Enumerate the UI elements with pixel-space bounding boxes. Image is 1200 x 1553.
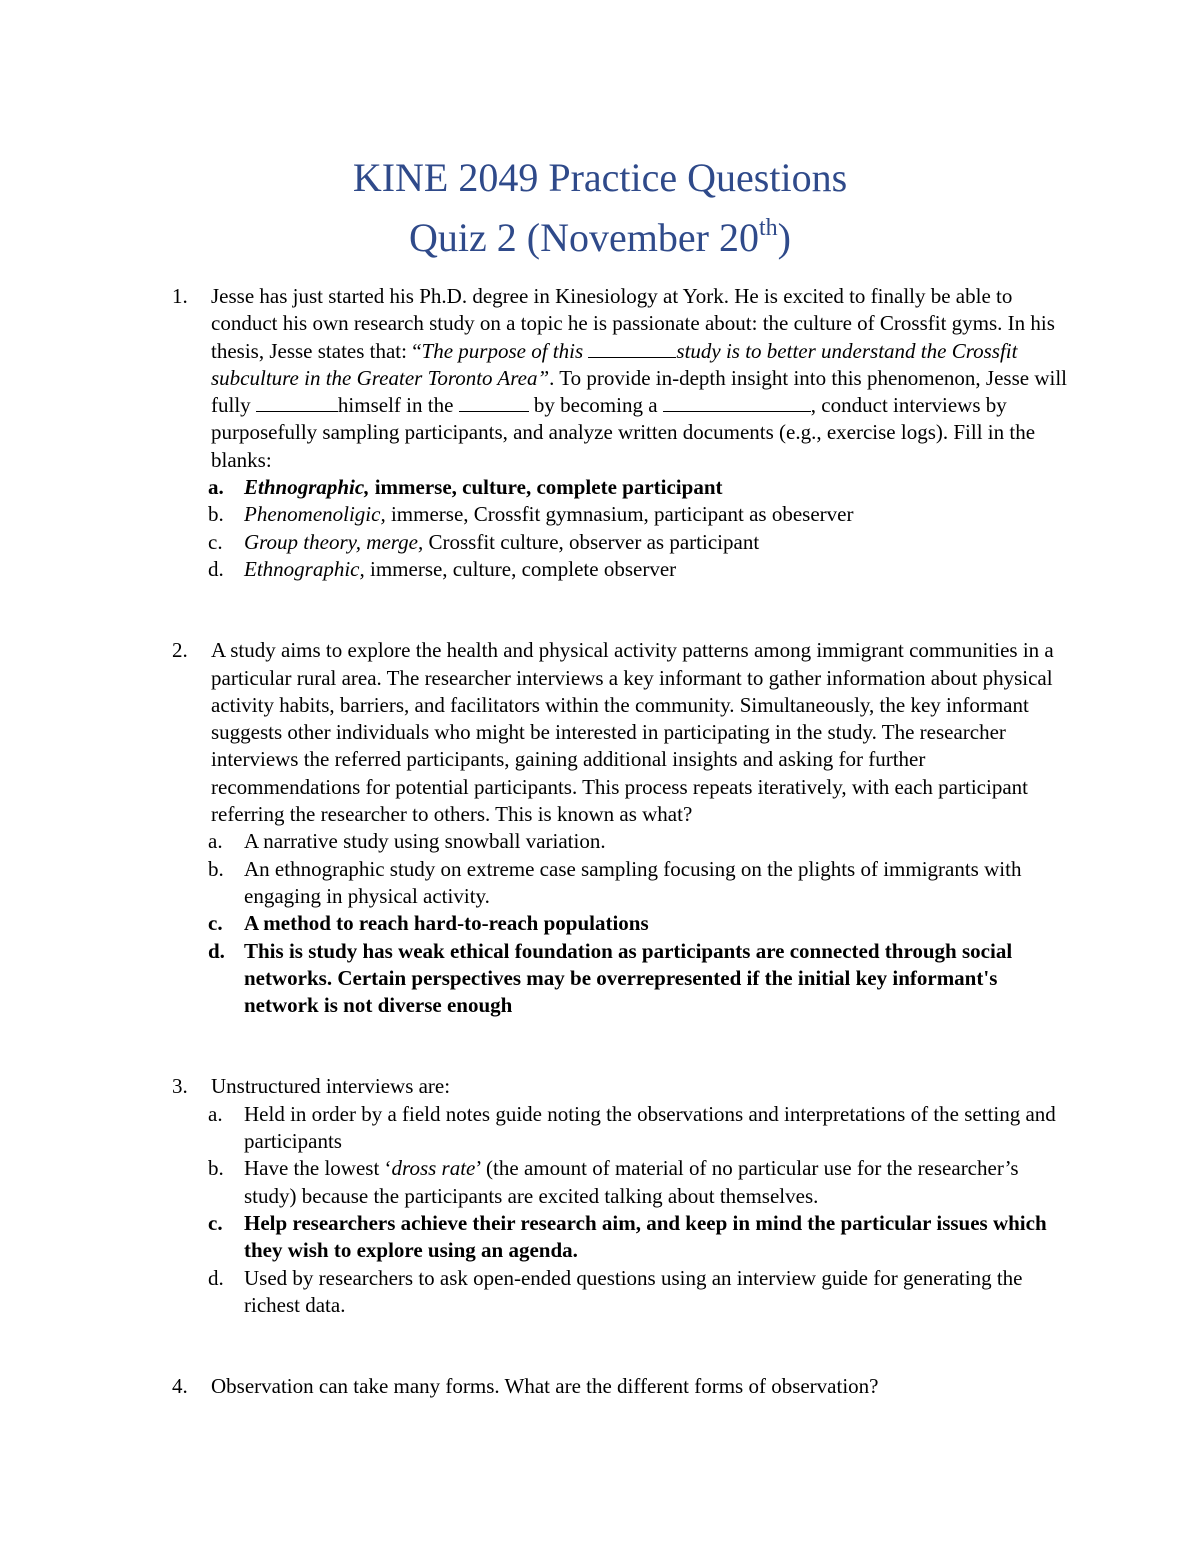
question-text: A study aims to explore the health and physical activity patterns among immigrant communities in a particular rural area. The researcher interviews a key informant to gather information about physical activity habits, barriers, and facilitators within the community. Simultaneously, the key informant suggests other individuals who might be interested in participating in the study. The researcher interviews the referred participants, gaining additional insights and asking for further recommendations for potential participants. This process repeats iteratively, with each participant referring the researcher to others. This is known as what? <box>211 638 1054 827</box>
title-quiz-superscript: th <box>758 215 778 241</box>
question-1 <box>172 283 1072 583</box>
option-c: c. A method to reach hard-to-reach populations <box>208 911 649 936</box>
option-b: b. Phenomenoligic, immerse, Crossfit gymnasium, participant as obeserver <box>208 502 854 527</box>
title-course: KINE 2049 Practice Questions <box>352 155 848 200</box>
option-d: d. Ethnographic, immerse, culture, complete observer <box>208 556 677 581</box>
document-title <box>0 148 1200 268</box>
question-2 <box>172 637 1072 1019</box>
question-number: 2. <box>172 638 188 663</box>
option-b: b. An ethnographic study on extreme case sampling focusing on the plights of immigrants with engaging in physical activity. <box>208 856 1022 908</box>
question-text: Observation can take many forms. What are the different forms of observation? <box>211 1374 879 1399</box>
question-text: Unstructured interviews are: <box>211 1074 451 1099</box>
spacer <box>172 1319 1072 1373</box>
option-a: a. Held in order by a field notes guide noting the observations and interpretations of the setting and participants <box>208 1101 1056 1154</box>
title-quiz <box>0 208 1200 268</box>
question-list <box>172 283 1072 1400</box>
option-c: c. Group theory, merge, Crossfit culture, observer as participant <box>208 529 760 554</box>
question-4 <box>172 1373 1072 1400</box>
option-a: a. Ethnographic, immerse, culture, complete participant <box>208 475 723 500</box>
spacer <box>172 1019 1072 1073</box>
option-c: c. Help researchers achieve their research aim, and keep in mind the particular issues which they wish to explore using an agenda. <box>208 1210 1047 1263</box>
blank-line <box>459 393 529 412</box>
question-number: 1. <box>172 284 188 308</box>
option-b: b. Have the lowest ‘dross rate’ (the amount of material of no particular use for the researcher’s study) because the participants are excited talking about themselves. <box>208 1156 1019 1208</box>
answer-options <box>208 474 1072 583</box>
question-number: 4. <box>172 1374 188 1399</box>
option-d: d. Used by researchers to ask open-ended questions using an interview guide for generating the richest data. <box>208 1265 1023 1317</box>
answer-options <box>208 828 1072 1019</box>
blank-line <box>588 339 676 358</box>
option-d: d. This is study has weak ethical foundation as participants are connected through social networks. Certain perspectives may be overrepresented if the initial key informant's network is not diverse enough <box>208 938 1013 1018</box>
option-a: a. A narrative study using snowball variation. <box>208 829 606 854</box>
question-3 <box>172 1073 1072 1319</box>
title-quiz-text: Quiz 2 (November 20 <box>409 215 759 260</box>
question-text: Jesse has just started his Ph.D. degree in Kinesiology at York. He is excited to finally be able to conduct his own research study on a topic he is passionate about: the culture of Crossfit gyms. In his thesis, Jesse states that: “The purpose of this study is to better understand the Crossfit subculture in the Greater Toronto Area”. To provide in-depth insight into this phenomenon, Jesse will fully himself in the by becoming a , conduct interviews by purposefully sampling participants, and analyze written documents (e.g., exercise logs). Fill in the blanks: <box>211 284 1068 472</box>
blank-line <box>256 393 338 412</box>
answer-options <box>208 1101 1072 1319</box>
title-quiz-close: ) <box>777 215 791 260</box>
blank-line <box>663 393 811 412</box>
question-number: 3. <box>172 1074 188 1099</box>
spacer <box>172 583 1072 637</box>
